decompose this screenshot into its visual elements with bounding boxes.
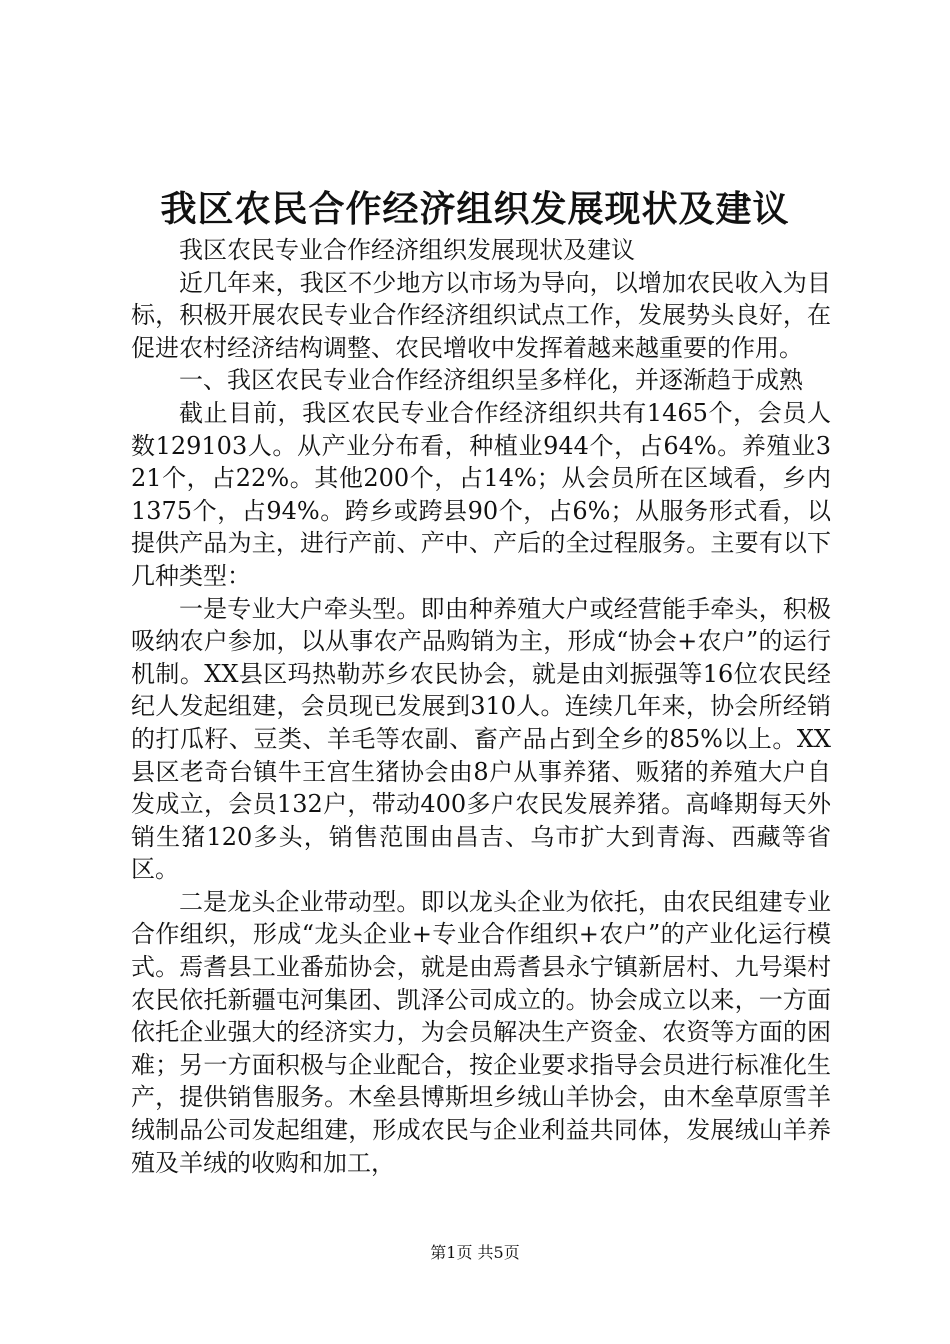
- page-number: 第1页 共5页: [430, 1243, 520, 1262]
- type-two-paragraph: 二是龙头企业带动型。即以龙头企业为依托，由农民组建专业合作组织，形成“龙头企业+专业合作组织+农户”的产业化运行模式。焉耆县工业番茄协会，就是由焉耆县永宁镇新居村、九号渠村农民依托新疆屯河集团、凯泽公司成立的。协会成立以来，一方面依托企业强大的经济实力，为会员解决生产资金、农资等方面的困难；另一方面积极与企业配合，按企业要求指导会员进行标准化生产，提供销售服务。木垒县博斯坦乡绒山羊协会，由木垒草原雪羊绒制品公司发起组建，形成农民与企业利益共同体，发展绒山羊养殖及羊绒的收购和加工，: [131, 887, 831, 1177]
- section-heading: 一、我区农民专业合作经济组织呈多样化，并逐渐趋于成熟: [179, 366, 803, 395]
- document-body: [131, 234, 831, 1179]
- intro-paragraph: 近几年来，我区不少地方以市场为导向，以增加农民收入为目标，积极开展农民专业合作经济组织试点工作，发展势头良好，在促进农村经济结构调整、农民增收中发挥着越来越重要的作用。: [131, 268, 831, 362]
- statistics-paragraph: 截止目前，我区农民专业合作经济组织共有1465个，会员人数129103人。从产业分布看，种植业944个，占64%。养殖业321个，占22%。其他200个，占14%；从会员所在区域看，乡内1375个，占94%。跨乡或跨县90个，占6%；从服务形式看，以提供产品为主，进行产前、产中、产后的全过程服务。主要有以下几种类型：: [131, 398, 831, 590]
- document-title: 我区农民合作经济组织发展现状及建议: [160, 188, 790, 230]
- subtitle-paragraph: 我区农民专业合作经济组织发展现状及建议: [179, 236, 635, 264]
- type-one-paragraph: 一是专业大户牵头型。即由种养殖大户或经营能手牵头，积极吸纳农户参加，以从事农产品购销为主，形成“协会+农户”的运行机制。XX县区玛热勒苏乡农民协会，就是由刘振强等16位农民经纪人发起组建，会员现已发展到310人。连续几年来，协会所经销的打瓜籽、豆类、羊毛等农副、畜产品占到全乡的85%以上。XX县区老奇台镇牛王宫生猪协会由8户从事养猪、贩猪的养殖大户自发成立，会员132户，带动400多户农民发展养猪。高峰期每天外销生猪120多头，销售范围由昌吉、乌市扩大到青海、西藏等省区。: [131, 594, 831, 884]
